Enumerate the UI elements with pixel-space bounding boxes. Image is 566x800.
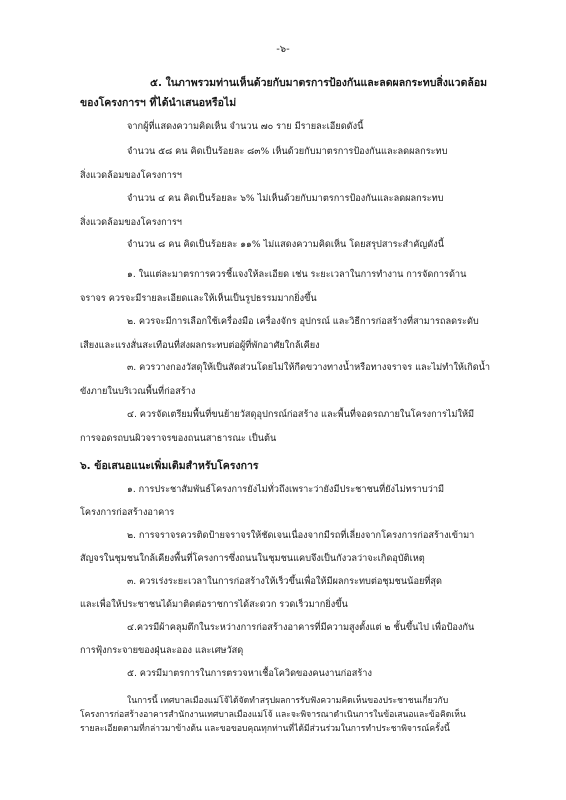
list-item-cont: สัญจรในชุมชนใกล้เคียงพื้นที่โครงการซึ่งถนนในชุมชนแคบจึงเป็นกังวลว่าจะเกิดอุบัติเหตุ — [80, 553, 425, 564]
section5-heading-cont: ของโครงการฯ ที่ได้นำเสนอหรือไม่ — [80, 97, 237, 109]
list-item: ๒. การจราจรควรติดป้ายจราจรให้ชัดเจนเนื่องจากมีรถที่เลี่ยงจากโครงการก่อสร้างเข้ามา — [127, 530, 475, 541]
list-item-cont: ขังภายในบริเวณพื้นที่ก่อสร้าง — [80, 386, 196, 397]
list-item: ๑. การประชาสัมพันธ์โครงการยังไม่ทั่วถึงเพราะว่ายังมีประชาชนที่ยังไม่ทราบว่ามี — [127, 484, 445, 495]
list-item-cont: การจอดรถบนผิวจราจรของถนนสาธารณะ เป็นต้น — [80, 433, 277, 444]
section5-heading: ๕. ในภาพรวมท่านเห็นด้วยกับมาตรการป้องกันและลดผลกระทบสิ่งแวดล้อม — [150, 77, 488, 89]
list-item: ๒. ควรจะมีการเลือกใช้เครื่องมือ เครื่องจักร อุปกรณ์ และวิธีการก่อสร้างที่สามารถลดระดับ — [127, 316, 479, 327]
list-item: ๔.ควรมีผ้าคลุมตึกในระหว่างการก่อสร้างอาคารที่มีความสูงตั้งแต่ ๒ ชั้นขึ้นไป เพื่อป้องกัน — [127, 622, 475, 633]
list-item-cont: โครงการก่อสร้างอาคาร — [80, 507, 175, 518]
list-item-cont: จราจร ควรจะมีรายละเอียดและให้เห็นเป็นรูปธรรมมากยิ่งขึ้น — [80, 293, 317, 304]
section6-heading: ๖. ข้อเสนอแนะเพิ่มเติมสำหรับโครงการ — [80, 460, 259, 472]
closing-paragraph-cont: รายละเอียดตามที่กล่าวมาข้างต้น และขอขอบคุณทุกท่านที่ได้มีส่วนร่วมในการทำประชาพิจารณ์ครั้งนี้ — [80, 724, 450, 734]
list-item: ๕. ควรมีมาตรการในการตรวจหาเชื้อโควิดของคนงานก่อสร้าง — [127, 668, 372, 679]
list-item-cont: การฟุ้งกระจายของฝุ่นละออง และเศษวัสดุ — [80, 645, 244, 656]
disagree-count-cont: สิ่งแวดล้อมของโครงการฯ — [80, 217, 182, 228]
respondents-summary: จากผู้ที่แสดงความคิดเห็น จำนวน ๗๐ ราย มีรายละเอียดดังนี้ — [127, 121, 364, 132]
list-item: ๓. ควรเร่งระยะเวลาในการก่อสร้างให้เร็วขึ้นเพื่อให้มีผลกระทบต่อชุมชนน้อยที่สุด — [127, 576, 442, 587]
list-item-cont: และเพื่อให้ประชาชนได้มาติดต่อราชการได้สะดวก รวดเร็วมากยิ่งขึ้น — [80, 599, 348, 610]
list-item: ๑. ในแต่ละมาตรการควรชี้แจงให้ละเอียด เช่น ระยะเวลาในการทำงาน การจัดการด้าน — [127, 269, 467, 280]
agree-count: จำนวน ๕๘ คน คิดเป็นร้อยละ ๘๓% เห็นด้วยกับมาตรการป้องกันและลดผลกระทบ — [127, 146, 448, 157]
list-item: ๓. ควรวางกองวัสดุให้เป็นสัดส่วนโดยไม่ให้กีดขวางทางน้ำหรือทางจราจร และไม่ทำให้เกิดน้ำ — [127, 362, 491, 373]
closing-paragraph-cont: โครงการก่อสร้างอาคารสำนักงานเทศบาลเมืองแม่โจ้ และจะพิจารณาดำเนินการในข้อเสนอและข้อคิดเห็น — [80, 710, 466, 720]
list-item-cont: เสียงและแรงสั่นสะเทือนที่ส่งผลกระทบต่อผู้ที่พักอาศัยใกล้เคียง — [80, 340, 320, 351]
closing-paragraph: ในการนี้ เทศบาลเมืองแม่โจ้ได้จัดทำสรุปผลการรับฟังความคิดเห็นของประชาชนเกี่ยวกับ — [127, 696, 449, 706]
agree-count-cont: สิ่งแวดล้อมของโครงการฯ — [80, 170, 182, 181]
list-item: ๔. ควรจัดเตรียมพื้นที่ขนย้ายวัสดุอุปกรณ์ก่อสร้าง และพื้นที่จอดรถภายในโครงการไม่ให้มี — [127, 409, 475, 420]
disagree-count: จำนวน ๔ คน คิดเป็นร้อยละ ๖% ไม่เห็นด้วยกับมาตรการป้องกันและลดผลกระทบ — [127, 193, 444, 204]
page-number: -๖- — [276, 44, 290, 55]
no-opinion-count: จำนวน ๘ คน คิดเป็นร้อยละ ๑๑% ไม่แสดงความคิดเห็น โดยสรุปสาระสำคัญดังนี้ — [127, 239, 444, 250]
